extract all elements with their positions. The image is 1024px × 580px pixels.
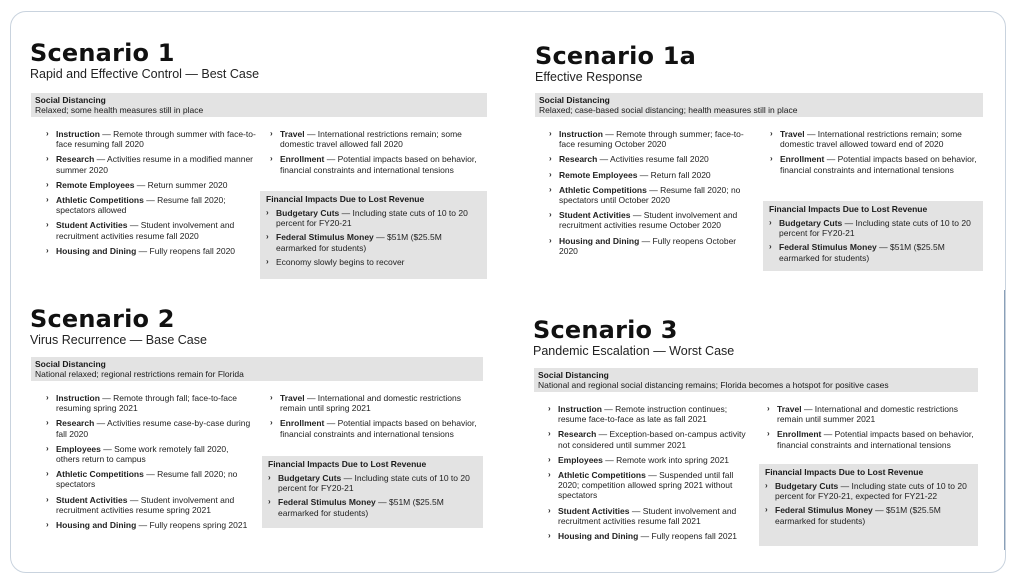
- financial-impacts-heading: Financial Impacts Due to Lost Revenue: [765, 467, 924, 477]
- list-item: › Budgetary Cuts — Including state cuts of 10 to 20 percent for FY20-21, expected for FY21-22: [765, 481, 967, 502]
- financial-impacts-heading: Financial Impacts Due to Lost Revenue: [769, 204, 928, 214]
- financial-impacts-box: [759, 464, 978, 546]
- list-item: › Instruction — Remote through summer; face-to-face resuming October 2020: [549, 129, 744, 150]
- list-item: › Enrollment — Potential impacts based on behavior, financial constraints and international tensions: [767, 429, 974, 450]
- list-item: › Employees — Remote work into spring 2021: [548, 454, 730, 465]
- list-item: › Athletic Competitions — Suspended until fall 2020; competition allowed spring 2021 without spectators: [548, 470, 734, 501]
- list-item: › Housing and Dining — Fully reopens October 2020: [549, 235, 737, 256]
- list-item: › Student Activities — Student involvement and recruitment activities resume October 2020: [549, 210, 738, 231]
- financial-impacts-box: [763, 201, 983, 271]
- list-item: › Research — Activities resume case-by-case during fall 2020: [46, 418, 251, 439]
- list-item: › Federal Stimulus Money — $51M ($25.5M earmarked for students): [266, 232, 442, 253]
- scenario-title: Scenario 3: [533, 316, 678, 344]
- list-item: › Federal Stimulus Money — $51M ($25.5M earmarked for students): [765, 505, 941, 526]
- scenario-subtitle: Pandemic Escalation — Worst Case: [533, 344, 735, 358]
- list-item: › Research — Activities resume fall 2020: [549, 154, 709, 165]
- list-item: › Budgetary Cuts — Including state cuts of 10 to 20 percent for FY20-21: [268, 473, 470, 494]
- list-item: › Remote Employees — Return summer 2020: [46, 179, 228, 190]
- right-column: [270, 393, 480, 439]
- social-distancing-heading: Social Distancing: [538, 370, 609, 380]
- left-column: [549, 129, 754, 256]
- scenario-1a-title-block: [535, 43, 696, 85]
- list-item: › Economy slowly begins to recover: [266, 256, 405, 267]
- list-item: › Research — Exception-based on-campus activity not considered until summer 2021: [548, 429, 746, 450]
- financial-impacts-heading: Financial Impacts Due to Lost Revenue: [268, 459, 427, 469]
- social-distancing-text: Relaxed; case-based social distancing; health measures still in place: [539, 105, 798, 115]
- left-column: [548, 404, 751, 541]
- list-item: › Student Activities — Student involvement and recruitment activities resume fall 2020: [46, 220, 235, 241]
- social-distancing-text: National and regional social distancing remains; Florida becomes a hotspot for positive cases: [538, 380, 889, 390]
- right-column: [767, 404, 977, 450]
- list-item: › Enrollment — Potential impacts based on behavior, financial constraints and international tensions: [270, 418, 477, 439]
- social-distancing-heading: Social Distancing: [35, 359, 106, 369]
- social-distancing-text: Relaxed; some health measures still in place: [35, 105, 204, 115]
- scenario-subtitle: Effective Response: [535, 70, 643, 84]
- social-distancing-heading: Social Distancing: [539, 95, 610, 105]
- social-distancing-box: [31, 93, 487, 117]
- list-item: › Travel — International and domestic restrictions remain until summer 2021: [767, 404, 958, 425]
- list-item: › Student Activities — Student involvement and recruitment activities resume fall 2021: [548, 505, 737, 526]
- financial-impacts-box: [260, 191, 487, 279]
- list-item: › Enrollment — Potential impacts based on behavior, financial constraints and international tensions: [270, 154, 477, 175]
- scenario-title: Scenario 2: [30, 305, 175, 333]
- financial-impacts-heading: Financial Impacts Due to Lost Revenue: [266, 194, 425, 204]
- scenario-2-title-block: [30, 306, 207, 348]
- scenario-3-title-block: [533, 317, 734, 359]
- edge-line: [1004, 290, 1005, 550]
- list-item: › Federal Stimulus Money — $51M ($25.5M earmarked for students): [268, 497, 444, 518]
- scenario-1-title-block: [30, 40, 259, 82]
- social-distancing-text: National relaxed; regional restrictions remain for Florida: [35, 369, 244, 379]
- social-distancing-box: [535, 93, 983, 117]
- list-item: › Instruction — Remote through fall; face-to-face resuming spring 2021: [46, 393, 237, 414]
- social-distancing-box: [534, 368, 978, 392]
- list-item: › Employees — Some work remotely fall 2020, others return to campus: [46, 443, 229, 465]
- list-item: › Instruction — Remote instruction continues; resume face-to-face as late as fall 2021: [548, 404, 728, 425]
- list-item: › Research — Activities resume in a modified manner summer 2020: [46, 154, 254, 175]
- social-distancing-box: [31, 357, 483, 381]
- list-item: › Instruction — Remote through summer with face-to-face resuming fall 2020: [46, 129, 256, 150]
- financial-impacts-box: [262, 456, 483, 528]
- social-distancing-heading: Social Distancing: [35, 95, 106, 105]
- list-item: › Budgetary Cuts — Including state cuts of 10 to 20 percent for FY20-21: [769, 218, 971, 239]
- left-column: [46, 129, 256, 256]
- list-item: › Travel — International restrictions remain; some domestic travel allowed fall 2020: [270, 129, 462, 150]
- list-item: › Travel — International and domestic restrictions remain until spring 2021: [270, 393, 461, 414]
- scenario-title: Scenario 1: [30, 39, 175, 67]
- right-column: [270, 129, 486, 175]
- list-item: › Travel — International restrictions remain; some domestic travel allowed toward end of 2020: [770, 129, 962, 150]
- list-item: › Housing and Dining — Fully reopens fall 2020: [46, 245, 236, 256]
- list-item: › Enrollment — Potential impacts based on behavior, financial constraints and international tensions: [770, 154, 977, 175]
- scenario-title: Scenario 1a: [535, 42, 697, 70]
- right-column: [770, 129, 980, 175]
- list-item: › Housing and Dining — Fully reopens spring 2021: [46, 520, 248, 531]
- scenario-subtitle: Virus Recurrence — Base Case: [30, 333, 207, 347]
- left-column: [46, 393, 254, 530]
- list-item: › Athletic Competitions — Resume fall 2020; no spectators: [46, 469, 238, 490]
- list-item: › Student Activities — Student involvement and recruitment activities resume spring 2021: [46, 494, 235, 515]
- scenario-subtitle: Rapid and Effective Control — Best Case: [30, 67, 260, 81]
- list-item: › Budgetary Cuts — Including state cuts of 10 to 20 percent for FY20-21: [266, 208, 468, 229]
- list-item: › Housing and Dining — Fully reopens fall 2021: [548, 531, 738, 542]
- list-item: › Federal Stimulus Money — $51M ($25.5M earmarked for students): [769, 242, 945, 263]
- list-item: › Athletic Competitions — Resume fall 2020; spectators allowed: [46, 195, 226, 216]
- list-item: › Athletic Competitions — Resume fall 2020; no spectators until October 2020: [549, 184, 741, 206]
- list-item: › Remote Employees — Return fall 2020: [549, 169, 711, 180]
